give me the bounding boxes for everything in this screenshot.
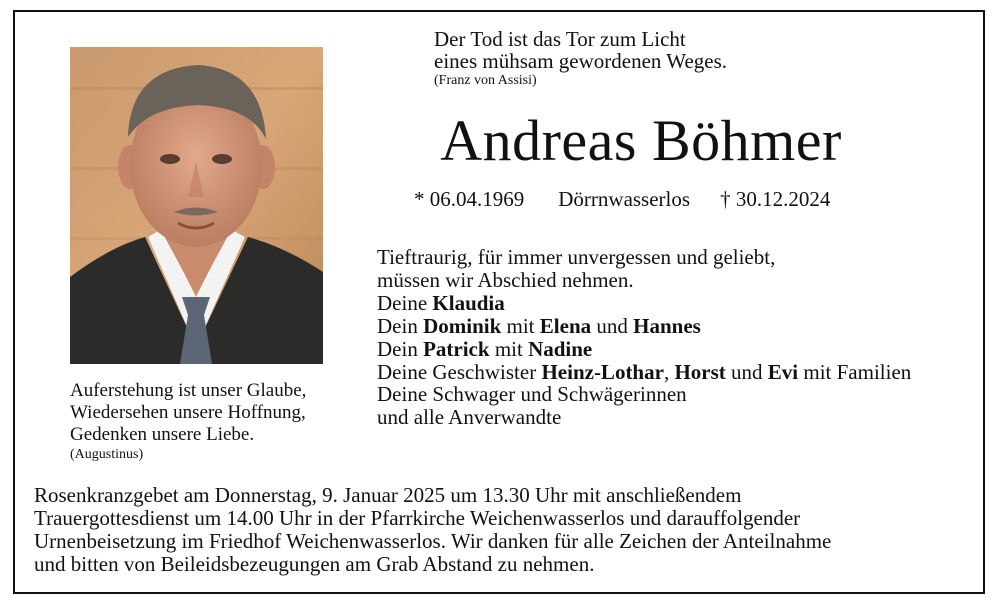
mourners-line-6 [377, 361, 911, 384]
mourner-name: Klaudia [432, 290, 505, 315]
mourner-name: Hannes [633, 313, 701, 338]
service-line-1: Rosenkranzgebet am Donnerstag, 9. Januar 2025 um 13.30 Uhr mit anschließendem [34, 483, 742, 507]
left-quote [70, 380, 306, 464]
text-segment: mit [501, 313, 540, 338]
mourner-name: Dominik [423, 313, 502, 338]
text-segment: Deine [377, 290, 433, 315]
text-segment: mit [489, 336, 529, 361]
text-segment: Dein [377, 336, 424, 361]
mourners-line-7: Deine Schwager und Schwägerinnen [377, 382, 687, 407]
death-date: † 30.12.2024 [720, 187, 831, 211]
mourner-name: Nadine [528, 336, 593, 361]
mourners-line-3 [377, 292, 911, 315]
mourner-name: Horst [674, 359, 726, 384]
top-quote-line-2: eines mühsam gewordenen Weges. [434, 49, 728, 73]
service-line-4: und bitten von Beileidsbezeugungen am Grab Abstand zu nehmen. [34, 551, 595, 576]
mourners-line-5 [377, 338, 911, 361]
mourners-line-1: Tieftraurig, für immer unvergessen und geliebt, [377, 245, 776, 269]
left-quote-line-3: Gedenken unsere Liebe. [70, 424, 255, 445]
left-quote-source: (Augustinus) [70, 447, 144, 462]
mourners-line-2: müssen wir Abschied nehmen. [377, 267, 634, 292]
mourner-name: Patrick [423, 336, 490, 361]
text-segment: Dein [377, 313, 424, 338]
birth-date: * 06.04.1969 [414, 187, 525, 211]
top-quote [434, 28, 727, 90]
deceased-name: Andreas Böhmer [440, 108, 842, 173]
text-segment: und [725, 359, 768, 384]
mourners-line-8: und alle Anverwandte [377, 405, 562, 430]
portrait-photo [70, 47, 323, 364]
text-segment: Deine Geschwister [377, 359, 542, 384]
service-details [34, 484, 974, 576]
mourners-line-4 [377, 315, 911, 338]
text-segment: , [663, 359, 675, 384]
top-quote-line-1: Der Tod ist das Tor zum Licht [434, 27, 686, 51]
mourner-name: Elena [539, 313, 592, 338]
left-quote-line-1: Auferstehung ist unser Glaube, [70, 380, 307, 401]
service-line-2: Trauergottesdienst um 14.00 Uhr in der Pfarrkirche Weichenwasserlos und darauffolgender [34, 505, 801, 530]
top-quote-source: (Franz von Assisi) [434, 73, 537, 88]
service-line-3: Urnenbeisetzung im Friedhof Weichenwasserlos. Wir danken für alle Zeichen der Anteilnahme [34, 528, 832, 553]
left-quote-line-2: Wiedersehen unsere Hoffnung, [70, 402, 306, 423]
mourners-list [377, 246, 911, 429]
mourner-name: Evi [767, 359, 799, 384]
text-segment: und [591, 313, 634, 338]
mourner-name: Heinz-Lothar [541, 359, 664, 384]
place-name: Dörrnwasserlos [558, 187, 691, 211]
text-segment: mit Familien [798, 359, 912, 384]
life-dates [414, 186, 830, 212]
